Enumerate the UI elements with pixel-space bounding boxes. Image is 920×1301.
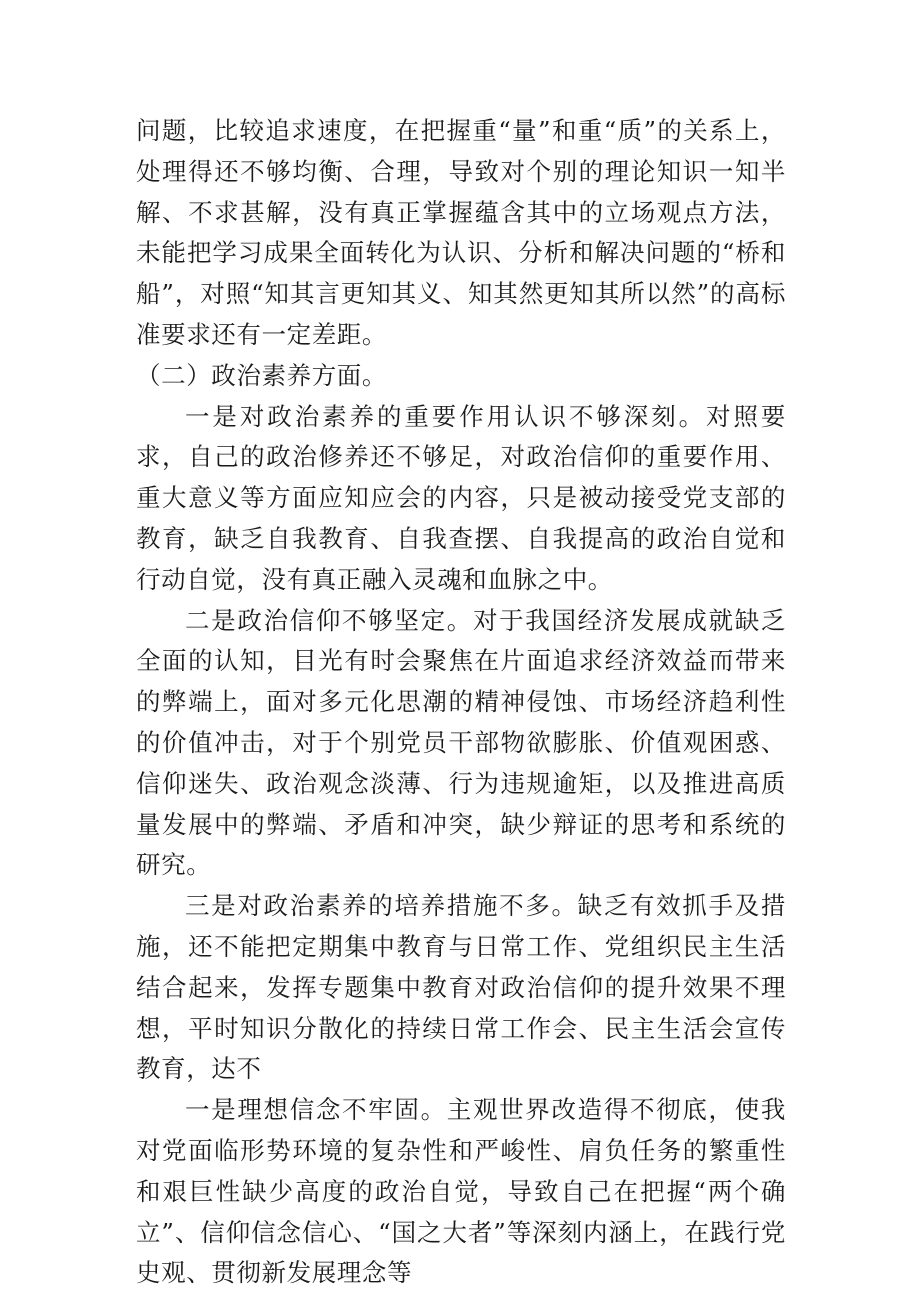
paragraph-point-three: 三是对政治素养的培养措施不多。缺乏有效抓手及措施，还不能把定期集中教育与日常工作、党组织民主生活结合起来，发挥专题集中教育对政治信仰的提升效果不理想，平时知识分散化的持续日常工作会、民主生活会宣传教育，达不 xyxy=(136,891,786,1084)
paragraph-ideals-beliefs: 一是理想信念不牢固。主观世界改造得不彻底，使我对党面临形势环境的复杂性和严峻性、肩负任务的繁重性和艰巨性缺少高度的政治自觉，导致自己在把握“两个确立”、信仰信念信心、“国之大者”等深刻内涵上，在践行党史观、贯彻新发展理念等 xyxy=(136,1095,786,1288)
document-body xyxy=(136,111,786,1294)
paragraph-point-one: 一是对政治素养的重要作用认识不够深刻。对照要求，自己的政治修养还不够足，对政治信仰的重要作用、重大意义等方面应知应会的内容，只是被动接受党支部的教育，缺乏自我教育、自我查摆、自我提高的政治自觉和行动自觉，没有真正融入灵魂和血脉之中。 xyxy=(136,401,786,594)
section-heading-political-literacy: （二）政治素养方面。 xyxy=(136,360,387,390)
paragraph-continuation: 问题，比较追求速度，在把握重“量”和重“质”的关系上，处理得还不够均衡、合理，导致对个别的理论知识一知半解、不求甚解，没有真正掌握蕴含其中的立场观点方法，未能把学习成果全面转化为认识、分析和解决问题的“桥和船”，对照“知其言更知其义、知其然更知其所以然”的高标准要求还有一定差距。 xyxy=(136,116,786,349)
paragraph-point-two: 二是政治信仰不够坚定。对于我国经济发展成就缺乏全面的认知，目光有时会聚焦在片面追求经济效益而带来的弊端上，面对多元化思潮的精神侵蚀、市场经济趋利性的价值冲击，对于个别党员干部物欲膨胀、价值观困惑、信仰迷失、政治观念淡薄、行为违规逾矩，以及推进高质量发展中的弊端、矛盾和冲突，缺少辩证的思考和系统的研究。 xyxy=(136,605,786,880)
